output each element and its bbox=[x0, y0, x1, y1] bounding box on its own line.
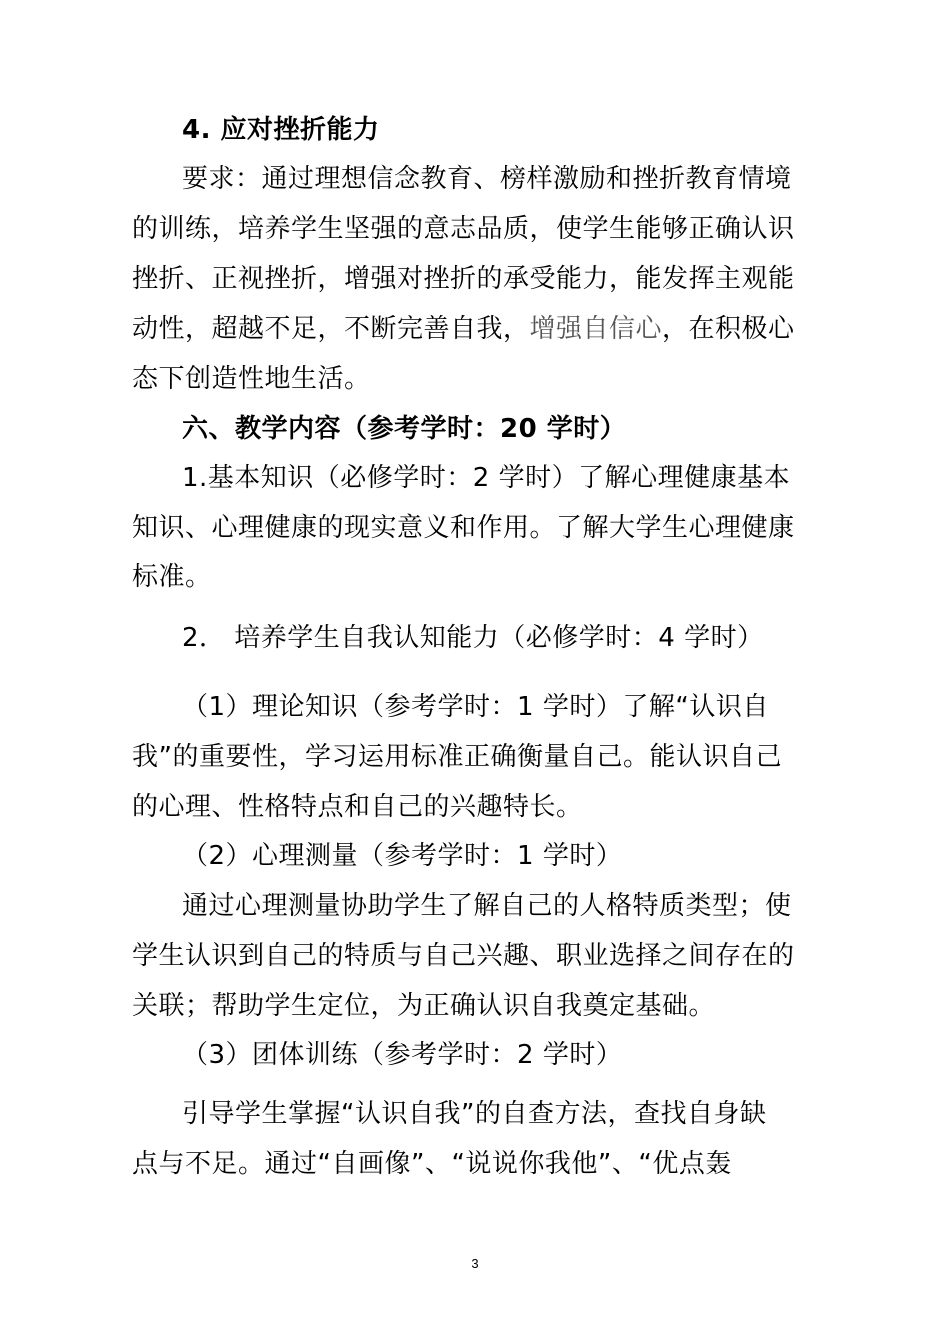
section-6-heading: 六、教学内容（参考学时：20 学时） bbox=[182, 414, 627, 444]
item-2-sub-1-line-2: 我”的重要性，学习运用标准正确衡量自己。能认识自己 bbox=[132, 742, 782, 772]
item-2-sub-2-line-1: 通过心理测量协助学生了解自己的人格特质类型；使 bbox=[182, 891, 792, 921]
section-4-text-line-4-a: 动性，超越不足，不断完善自我， bbox=[132, 314, 530, 344]
item-2-title: 2． 培养学生自我认知能力（必修学时：4 学时） bbox=[182, 623, 764, 653]
section-4-text-line-2: 的训练，培养学生坚强的意志品质，使学生能够正确认识 bbox=[132, 214, 795, 244]
section-4-text-line-4 bbox=[132, 313, 795, 345]
section-4-text-line-4-c: ，在积极心 bbox=[662, 314, 795, 344]
page-number: 3 bbox=[471, 1256, 479, 1271]
highlighted-phrase: 增强自信心 bbox=[529, 314, 663, 344]
item-1-line-1: 1.基本知识（必修学时：2 学时）了解心理健康基本 bbox=[182, 463, 791, 493]
item-2-sub-1-line-3: 的心理、性格特点和自己的兴趣特长。 bbox=[132, 792, 583, 822]
item-2-sub-3-line-2: 点与不足。通过“自画像”、“说说你我他”、“优点轰 bbox=[132, 1149, 732, 1179]
item-2-sub-3-title: （3）团体训练（参考学时：2 学时） bbox=[182, 1040, 623, 1070]
item-2-sub-3-line-1: 引导学生掌握“认识自我”的自查方法，查找自身缺 bbox=[182, 1099, 767, 1129]
item-2-sub-2-title: （2）心理测量（参考学时：1 学时） bbox=[182, 841, 623, 871]
section-4-heading: 4. 应对挫折能力 bbox=[182, 115, 380, 145]
item-2-sub-2-line-2: 学生认识到自己的特质与自己兴趣、职业选择之间存在的 bbox=[132, 941, 795, 971]
item-2-sub-1-line-1: （1）理论知识（参考学时：1 学时）了解“认识自 bbox=[182, 692, 769, 722]
item-1-line-3: 标准。 bbox=[132, 562, 212, 592]
section-4-text-line-5: 态下创造性地生活。 bbox=[132, 364, 371, 394]
section-4-text-line-3: 挫折、正视挫折，增强对挫折的承受能力，能发挥主观能 bbox=[132, 264, 795, 294]
item-2-sub-2-line-3: 关联；帮助学生定位，为正确认识自我奠定基础。 bbox=[132, 991, 716, 1021]
section-4-text-line-1: 要求：通过理想信念教育、榜样激励和挫折教育情境 bbox=[182, 164, 792, 194]
item-1-line-2: 知识、心理健康的现实意义和作用。了解大学生心理健康 bbox=[132, 513, 795, 543]
